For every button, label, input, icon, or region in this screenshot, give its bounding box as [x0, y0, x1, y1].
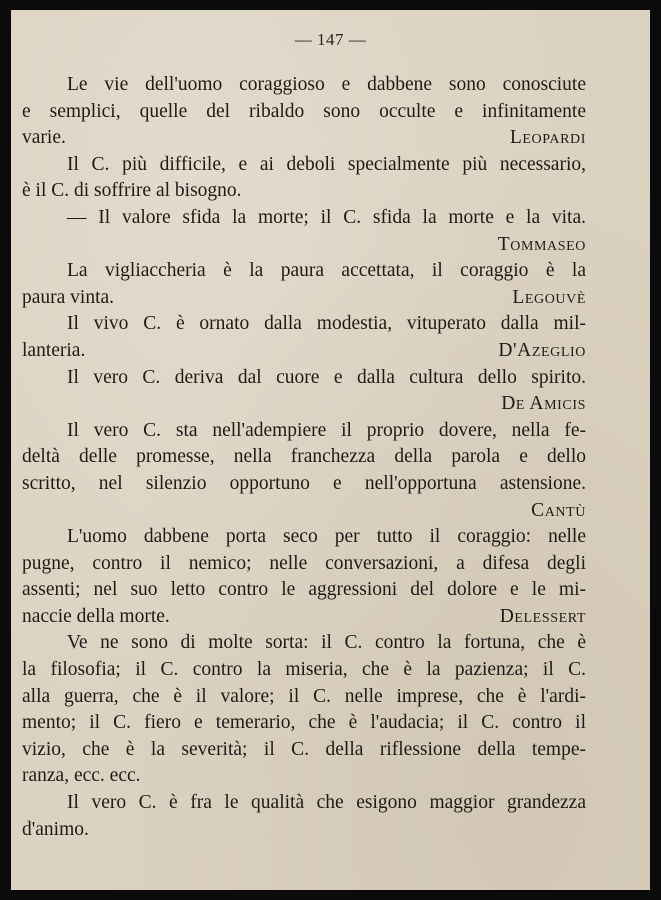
text-line: deltà delle promesse, nella franchezza della parola e dello [22, 446, 586, 468]
author-attribution: Tommaseo [497, 233, 586, 255]
text-line [22, 604, 586, 631]
author-attribution: Legouvè [512, 286, 586, 308]
text-line: Il vero C. deriva dal cuore e dalla cultura dello spirito. [67, 366, 586, 388]
text-line: Il vero C. sta nell'adempiere il proprio dovere, nella fe- [67, 419, 586, 441]
line-text: varie. [22, 127, 66, 149]
text-line: e semplici, quelle del ribaldo sono occulte e infinitamente [22, 100, 586, 122]
text-line: assenti; nel suo letto contro le aggressioni del dolore e le mi- [22, 579, 586, 601]
text-line [22, 391, 586, 418]
text-line: mento; il C. fiero e temerario, che è l'audacia; il C. contro il [22, 712, 586, 734]
text-line [22, 498, 586, 525]
text-line: L'uomo dabbene porta seco per tutto il coraggio: nelle [67, 526, 586, 548]
text-line: Il vivo C. è ornato dalla modestia, vituperato dalla mil- [67, 313, 586, 335]
text-line [22, 338, 586, 365]
text-line: d'animo. [22, 818, 89, 840]
text-line [22, 285, 586, 312]
text-line [22, 125, 586, 152]
text-line: scritto, nel silenzio opportuno e nell'opportuna astensione. [22, 472, 586, 494]
line-text: paura vinta. [22, 286, 115, 308]
text-line: La vigliaccheria è la paura accettata, il coraggio è la [67, 260, 586, 282]
text-line: alla guerra, che è il valore; il C. nelle imprese, che è l'ardi- [22, 685, 586, 707]
text-line: Il C. più difficile, e ai deboli specialmente più necessario, [67, 153, 586, 175]
text-line: Le vie dell'uomo coraggioso e dabbene sono conosciute [67, 74, 586, 95]
author-attribution: D'Azeglio [498, 339, 586, 361]
text-line: Il vero C. è fra le qualità che esigono maggior grandezza [67, 792, 586, 814]
text-line: pugne, contro il nemico; nelle conversazioni, a difesa degli [22, 552, 586, 574]
text-line [22, 232, 586, 259]
page-text [22, 72, 586, 843]
page-number: — 147 — [294, 30, 367, 49]
text-line: Ve ne sono di molte sorta: il C. contro la fortuna, che è [67, 632, 586, 654]
text-line: ranza, ecc. ecc. [22, 765, 141, 787]
author-attribution: De Amicis [501, 393, 586, 415]
text-line: è il C. di soffrire al bisogno. [22, 180, 242, 202]
line-text: naccie della morte. [22, 605, 170, 627]
text-line: la filosofia; il C. contro la miseria, che è la pazienza; il C. [22, 659, 586, 681]
author-attribution: Cantù [531, 499, 586, 521]
line-text: lanteria. [22, 339, 86, 361]
text-line: — Il valore sfida la morte; il C. sfida la morte e la vita. [67, 206, 586, 228]
text-line: vizio, che è la severità; il C. della riflessione della tempe- [22, 738, 586, 760]
author-attribution: Leopardi [509, 127, 586, 149]
author-attribution: Delessert [499, 605, 586, 627]
book-page [11, 10, 650, 890]
